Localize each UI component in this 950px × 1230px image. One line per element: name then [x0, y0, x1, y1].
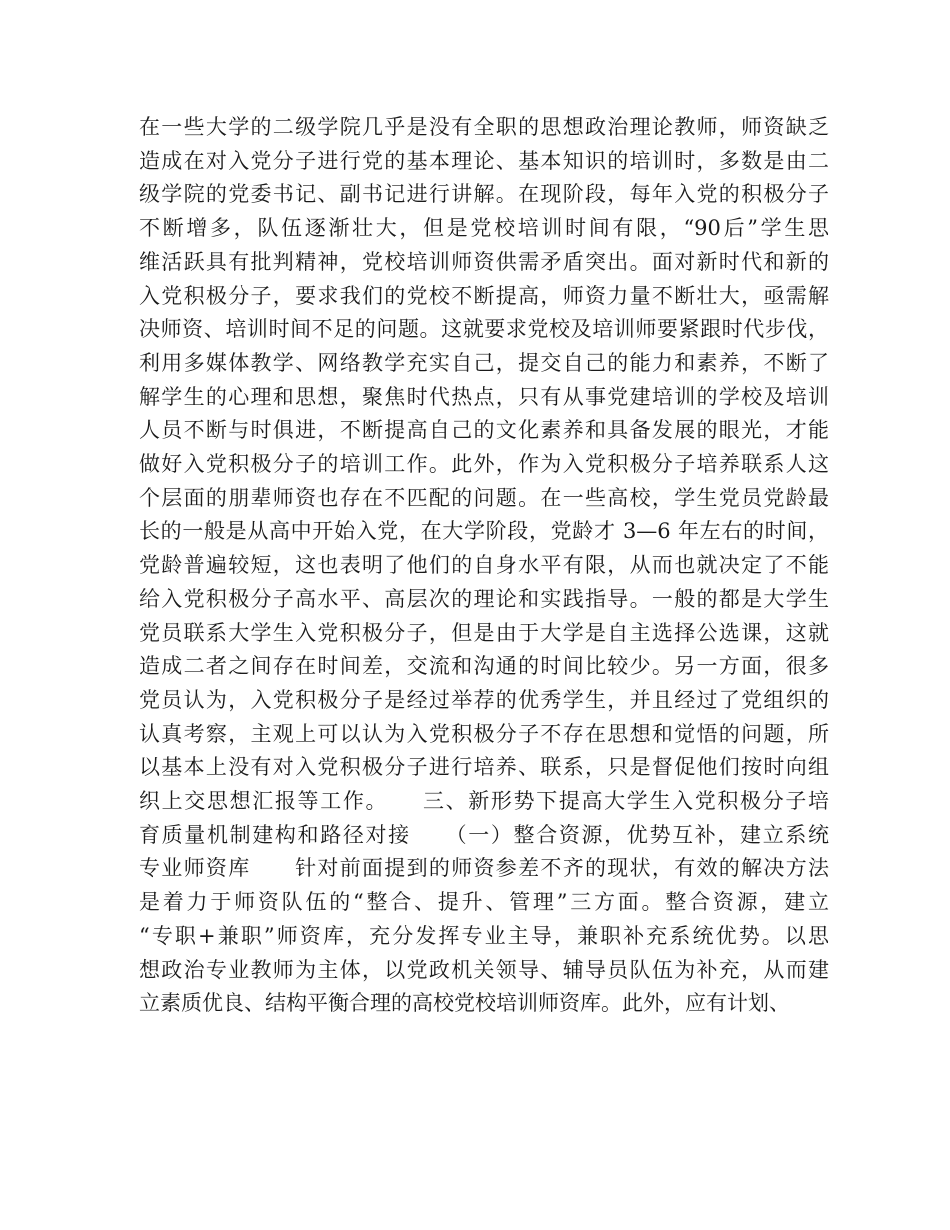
text-line: 立素质优良、结构平衡合理的高校党校培训师资库。此外，应有计划、: [139, 991, 790, 1016]
text-line: 做好入党积极分子的培训工作。此外，作为入党积极分子培养联系人这: [139, 452, 829, 477]
text-line: 决师资、培训时间不足的问题。这就要求党校及培训师要紧跟时代步伐，: [139, 317, 829, 342]
text-line: 在一些大学的二级学院几乎是没有全职的思想政治理论教师，师资缺乏: [139, 115, 829, 139]
text-line: “专职+兼职”师资库，充分发挥专业主导，兼职补充系统优势。以思: [139, 923, 829, 948]
text-line: 人员不断与时俱进，不断提高自己的文化素养和具备发展的眼光，才能: [139, 418, 829, 443]
text-line: 党龄普遍较短，这也表明了他们的自身水平有限，从而也就决定了不能: [139, 553, 829, 578]
body-paragraph: [139, 111, 829, 1021]
text-line: 织上交思想汇报等工作。 三、新形势下提高大学生入党积极分子培: [139, 789, 829, 814]
text-line: 不断增多，队伍逐渐壮大，但是党校培训时间有限，“90后”学生思: [139, 216, 829, 241]
text-line: 给入党积极分子高水平、高层次的理论和实践指导。一般的都是大学生: [139, 586, 829, 611]
text-line: 育质量机制建构和路径对接 （一）整合资源，优势互补，建立系统: [139, 822, 829, 847]
text-line: 解学生的心理和思想，聚焦时代热点，只有从事党建培训的学校及培训: [139, 384, 829, 409]
text-line: 长的一般是从高中开始入党，在大学阶段，党龄才 3—6 年左右的时间，: [139, 519, 829, 544]
text-line: 造成二者之间存在时间差，交流和沟通的时间比较少。另一方面，很多: [139, 654, 829, 679]
text-line: 级学院的党委书记、副书记进行讲解。在现阶段，每年入党的积极分子: [139, 182, 829, 207]
text-line: 认真考察，主观上可以认为入党积极分子不存在思想和觉悟的问题，所: [139, 721, 829, 746]
text-line: 维活跃具有批判精神，党校培训师资供需矛盾突出。面对新时代和新的: [139, 249, 829, 274]
text-line: 想政治专业教师为主体，以党政机关领导、辅导员队伍为补充，从而建: [139, 957, 829, 982]
text-line: 是着力于师资队伍的“整合、提升、管理”三方面。整合资源，建立: [139, 890, 829, 915]
text-line: 利用多媒体教学、网络教学充实自己，提交自己的能力和素养，不断了: [139, 350, 829, 375]
text-line: 党员认为，入党积极分子是经过举荐的优秀学生，并且经过了党组织的: [139, 687, 829, 712]
text-line: 专业师资库 针对前面提到的师资参差不齐的现状，有效的解决方法: [139, 856, 829, 881]
text-line: 个层面的朋辈师资也存在不匹配的问题。在一些高校，学生党员党龄最: [139, 485, 829, 510]
text-line: 以基本上没有对入党积极分子进行培养、联系，只是督促他们按时向组: [139, 755, 829, 780]
text-line: 造成在对入党分子进行党的基本理论、基本知识的培训时，多数是由二: [139, 148, 829, 173]
text-line: 入党积极分子，要求我们的党校不断提高，师资力量不断壮大，亟需解: [139, 283, 829, 308]
text-line: 党员联系大学生入党积极分子，但是由于大学是自主选择公选课，这就: [139, 620, 829, 645]
